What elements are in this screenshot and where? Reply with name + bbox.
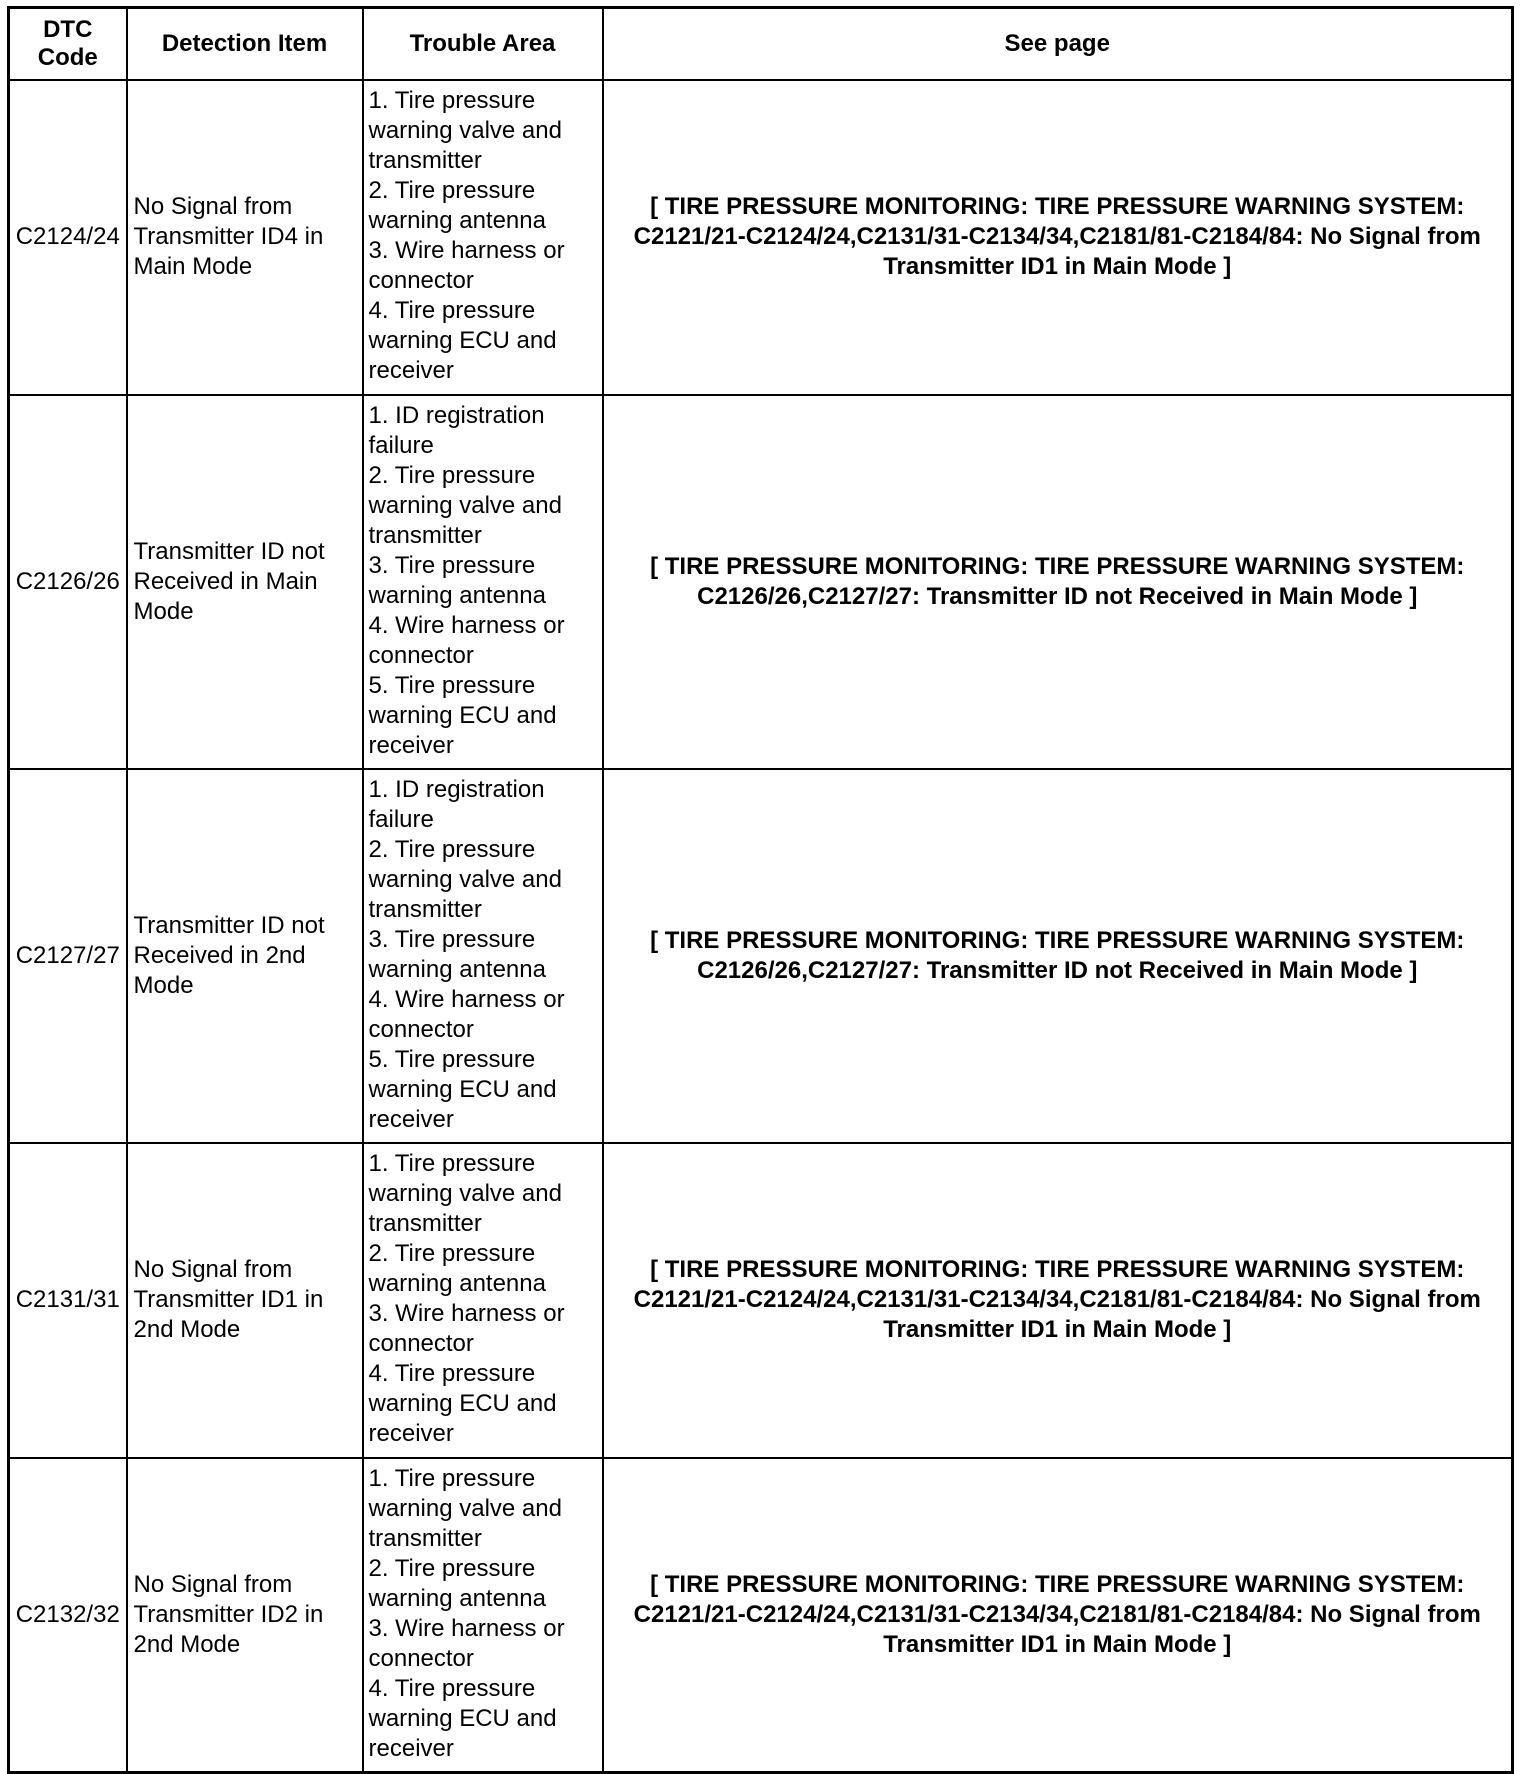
trouble-area-line: receiver bbox=[368, 1105, 454, 1133]
dtc-table bbox=[7, 6, 1514, 1774]
trouble-area-line: 2. Tire pressure bbox=[368, 835, 536, 863]
trouble-area-cell bbox=[363, 769, 603, 1143]
trouble-area-line: 3. Tire pressure bbox=[368, 925, 536, 953]
detection-item-cell: No Signal from Transmitter ID4 in Main Mode bbox=[127, 80, 363, 395]
trouble-area-line: 1. Tire pressure bbox=[368, 1464, 536, 1492]
trouble-area-line: connector bbox=[368, 641, 474, 669]
trouble-area-line: 5. Tire pressure bbox=[368, 671, 536, 699]
trouble-area-line: 3. Wire harness or bbox=[368, 236, 565, 264]
trouble-area-line: connector bbox=[368, 266, 474, 294]
trouble-area-line: warning valve and bbox=[368, 116, 562, 144]
detection-item-cell: No Signal from Transmitter ID1 in 2nd Mode bbox=[127, 1143, 363, 1458]
trouble-area-line: warning antenna bbox=[368, 1269, 546, 1297]
table-row bbox=[9, 1143, 1513, 1458]
trouble-area-line: receiver bbox=[368, 356, 454, 384]
trouble-area-line: connector bbox=[368, 1644, 474, 1672]
table-row bbox=[9, 1458, 1513, 1773]
trouble-area-line: receiver bbox=[368, 1419, 454, 1447]
see-page-link[interactable]: [ TIRE PRESSURE MONITORING: TIRE PRESSURE WARNING SYSTEM: C2121/21-C2124/24,C2131/31-C2134/34,C2181/81-C2184/84: No Signal from Transmitter ID1 in Main Mode ] bbox=[603, 1458, 1513, 1773]
trouble-area-line: connector bbox=[368, 1329, 474, 1357]
see-page-link[interactable]: [ TIRE PRESSURE MONITORING: TIRE PRESSURE WARNING SYSTEM: C2121/21-C2124/24,C2131/31-C2134/34,C2181/81-C2184/84: No Signal from Transmitter ID1 in Main Mode ] bbox=[603, 80, 1513, 395]
trouble-area-line: warning valve and bbox=[368, 491, 562, 519]
trouble-area-line: receiver bbox=[368, 731, 454, 759]
trouble-area-line: 3. Tire pressure bbox=[368, 551, 536, 579]
trouble-area-line: warning ECU and bbox=[368, 1389, 557, 1417]
trouble-area-line: 1. Tire pressure bbox=[368, 1149, 536, 1177]
detection-item-cell: No Signal from Transmitter ID2 in 2nd Mode bbox=[127, 1458, 363, 1773]
trouble-area-line: 2. Tire pressure bbox=[368, 461, 536, 489]
trouble-area-line: transmitter bbox=[368, 895, 482, 923]
trouble-area-line: warning ECU and bbox=[368, 1704, 557, 1732]
trouble-area-line: 1. ID registration bbox=[368, 775, 545, 803]
dtc-code-cell: C2126/26 bbox=[9, 395, 127, 769]
header-dtc-code: DTC Code bbox=[9, 8, 127, 80]
header-see-page: See page bbox=[603, 8, 1513, 80]
trouble-area-cell bbox=[363, 80, 603, 395]
trouble-area-line: failure bbox=[368, 431, 434, 459]
see-page-link[interactable]: [ TIRE PRESSURE MONITORING: TIRE PRESSURE WARNING SYSTEM: C2126/26,C2127/27: Transmitter ID not Received in Main Mode ] bbox=[603, 769, 1513, 1143]
trouble-area-line: warning antenna bbox=[368, 955, 546, 983]
trouble-area-line: warning antenna bbox=[368, 581, 546, 609]
trouble-area-line: transmitter bbox=[368, 146, 482, 174]
trouble-area-cell bbox=[363, 1143, 603, 1458]
trouble-area-line: 4. Tire pressure bbox=[368, 1359, 536, 1387]
trouble-area-line: warning ECU and bbox=[368, 1075, 557, 1103]
table-header-row bbox=[9, 8, 1513, 80]
trouble-area-line: 4. Wire harness or bbox=[368, 985, 565, 1013]
dtc-code-cell: C2124/24 bbox=[9, 80, 127, 395]
trouble-area-line: warning antenna bbox=[368, 1584, 546, 1612]
header-detection-item: Detection Item bbox=[127, 8, 363, 80]
trouble-area-line: 3. Wire harness or bbox=[368, 1299, 565, 1327]
dtc-code-cell: C2131/31 bbox=[9, 1143, 127, 1458]
trouble-area-line: transmitter bbox=[368, 521, 482, 549]
dtc-code-cell: C2132/32 bbox=[9, 1458, 127, 1773]
trouble-area-line: 4. Tire pressure bbox=[368, 1674, 536, 1702]
trouble-area-line: receiver bbox=[368, 1734, 454, 1762]
trouble-area-line: warning valve and bbox=[368, 1494, 562, 1522]
trouble-area-line: warning ECU and bbox=[368, 326, 557, 354]
trouble-area-line: 1. Tire pressure bbox=[368, 86, 536, 114]
trouble-area-line: warning valve and bbox=[368, 865, 562, 893]
table-row bbox=[9, 80, 1513, 395]
trouble-area-line: transmitter bbox=[368, 1524, 482, 1552]
trouble-area-line: 3. Wire harness or bbox=[368, 1614, 565, 1642]
trouble-area-line: warning antenna bbox=[368, 206, 546, 234]
trouble-area-line: 2. Tire pressure bbox=[368, 176, 536, 204]
trouble-area-line: 5. Tire pressure bbox=[368, 1045, 536, 1073]
trouble-area-line: failure bbox=[368, 805, 434, 833]
header-trouble-area: Trouble Area bbox=[363, 8, 603, 80]
detection-item-cell: Transmitter ID not Received in Main Mode bbox=[127, 395, 363, 769]
trouble-area-line: 4. Wire harness or bbox=[368, 611, 565, 639]
see-page-link[interactable]: [ TIRE PRESSURE MONITORING: TIRE PRESSURE WARNING SYSTEM: C2121/21-C2124/24,C2131/31-C2134/34,C2181/81-C2184/84: No Signal from Transmitter ID1 in Main Mode ] bbox=[603, 1143, 1513, 1458]
detection-item-cell: Transmitter ID not Received in 2nd Mode bbox=[127, 769, 363, 1143]
trouble-area-line: transmitter bbox=[368, 1209, 482, 1237]
trouble-area-line: 2. Tire pressure bbox=[368, 1554, 536, 1582]
trouble-area-cell bbox=[363, 1458, 603, 1773]
trouble-area-line: warning valve and bbox=[368, 1179, 562, 1207]
table-row bbox=[9, 395, 1513, 769]
table-row bbox=[9, 769, 1513, 1143]
trouble-area-line: 4. Tire pressure bbox=[368, 296, 536, 324]
see-page-link[interactable]: [ TIRE PRESSURE MONITORING: TIRE PRESSURE WARNING SYSTEM: C2126/26,C2127/27: Transmitter ID not Received in Main Mode ] bbox=[603, 395, 1513, 769]
trouble-area-line: connector bbox=[368, 1015, 474, 1043]
trouble-area-line: warning ECU and bbox=[368, 701, 557, 729]
trouble-area-line: 2. Tire pressure bbox=[368, 1239, 536, 1267]
dtc-code-cell: C2127/27 bbox=[9, 769, 127, 1143]
trouble-area-line: 1. ID registration bbox=[368, 401, 545, 429]
trouble-area-cell bbox=[363, 395, 603, 769]
